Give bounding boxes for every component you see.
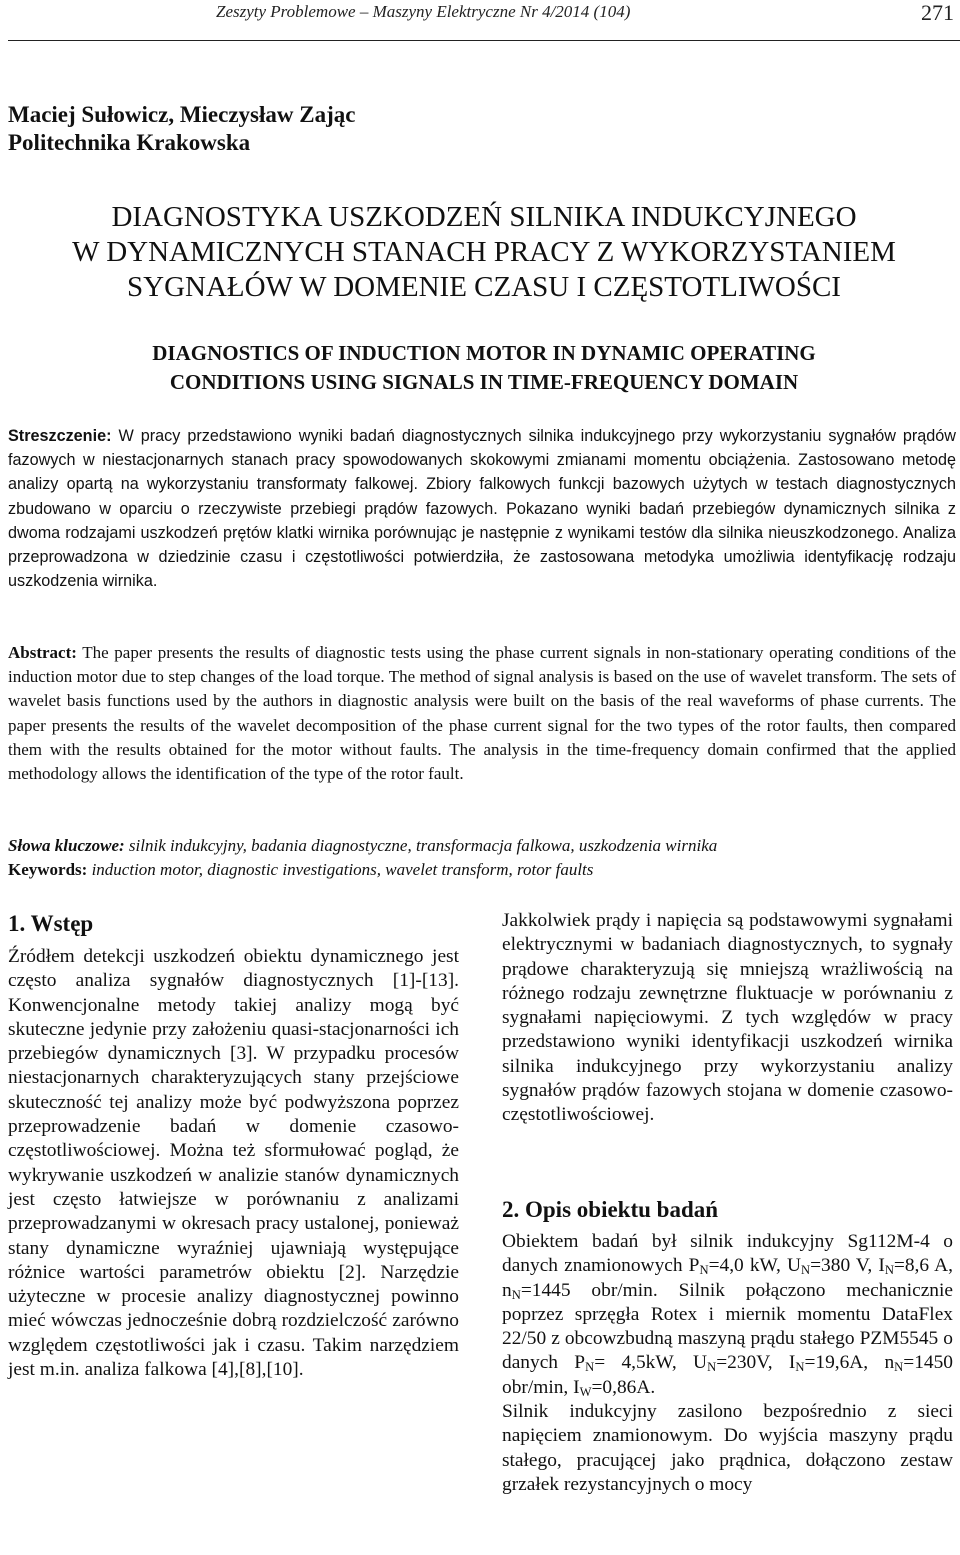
- keywords-pl-label: Słowa kluczowe:: [8, 836, 125, 855]
- authors: Maciej Sułowicz, Mieczysław Zając: [8, 102, 356, 127]
- keywords-en-label: Keywords:: [8, 860, 88, 879]
- section-2-body: [502, 1230, 953, 1497]
- abstract-label: Abstract:: [8, 643, 77, 662]
- header-rule: [8, 40, 960, 41]
- journal-header: Zeszyty Problemowe – Maszyny Elektryczne Nr 4/2014 (104): [216, 2, 631, 21]
- page-number: 271: [921, 0, 954, 25]
- affiliation: Politechnika Krakowska: [8, 130, 251, 155]
- section-1-continuation: Jakkolwiek prądy i napięcia są podstawowymi sygnałami elektrycznymi w badaniach diagnostycznych, to sygnały prądowe charakteryzują się mniejszą wrażliwością na różnego rodzaju zewnętrzne fluktuacje w porównaniu z sygnałami napięciowymi. Z tych względów w pracy przedstawiono wyniki identyfikacji uszkodzeń wirnika silnika indukcyjnego przy wykorzystaniu analizy sygnałów prądów fazowych stojana w domenie czasowo-częstotliwościowej.: [502, 910, 953, 1126]
- keywords-pl-text: silnik indukcyjny, badania diagnostyczne, transformacja falkowa, uszkodzenia wirnika: [124, 836, 718, 855]
- title-pl-line: W DYNAMICZNYCH STANACH PRACY Z WYKORZYSTANIEM: [72, 236, 896, 268]
- title-pl-line: SYGNAŁÓW W DOMENIE CZASU I CZĘSTOTLIWOŚCI: [127, 271, 841, 303]
- keywords-en-text: induction motor, diagnostic investigations, wavelet transform, rotor faults: [87, 860, 594, 879]
- keywords-english: [8, 858, 956, 882]
- title-pl-line: DIAGNOSTYKA USZKODZEŃ SILNIKA INDUKCYJNEGO: [111, 201, 857, 233]
- title-polish: [8, 200, 960, 305]
- streszczenie-label: Streszczenie:: [8, 427, 112, 445]
- abstract-text: The paper presents the results of diagnostic tests using the phase current signals in non-stationary operating conditions of the induction motor due to step changes of the load torque. The method of signal analysis is based on the use of wavelet transform. The sets of wavelet basis functions used by the authors in diagnostic analysis were built on the basis of the real waveforms of phase currents. The paper presents the results of the wavelet decomposition of the phase current signal for the two types of the rotor faults, then compared them with the results obtained for the motor without faults. The analysis in the time-frequency domain confirmed that the applied methodology allows the identification of the type of the rotor fault.: [8, 643, 956, 784]
- section-2-paragraph-1: Obiektem badań był silnik indukcyjny Sg112M-4 o danych znamionowych $P_N=4,0$ kW, $U_N=380$ V, $I_N=8,6$ A, $n_N=1445$ obr/min. Silnik połączono mechanicznie poprzez sprzęgła Rotex i miernik momentu DataFlex 22/50 z obcowzbudną maszyną prądu stałego PZM5545 o danych $P_N= 4,5kW$, $U_N=230V$, $I_N=19,6A$, $n_N=1450$ obr/min, $I_W=0,86A$.: [502, 1231, 953, 1399]
- section-2-heading: 2. Opis obiektu badań: [502, 1197, 719, 1222]
- title-en-line: DIAGNOSTICS OF INDUCTION MOTOR IN DYNAMIC OPERATING: [152, 341, 816, 365]
- section-1-body: Źródłem detekcji uszkodzeń obiektu dynamicznego jest często analiza sygnałów diagnostycznych [1]-[13]. Konwencjonalne metody takiej analizy mogą być skuteczne jedynie przy założeniu quasi-stacjonarności ich przebiegów dynamicznych [3]. W przypadku procesów niestacjonarnych charakteryzujących stany przejściowe skuteczność tej analizy może być podwyższona poprzez przeprowadzenie badań w domenie czasowo-częstotliwościowej. Można też sformułować pogląd, że wykrywanie uszkodzeń w analizie stanów dynamicznych jest często łatwiejsze w porównaniu z analizami przeprowadzanymi w okresach pracy ustalonej, ponieważ stany dynamiczne wyraźniej ujawniają występujące różnice wartości parametrów obiektu [2]. Narzędzie użyteczne w procesie analizy diagnostycznej powinno mieć wówczas jednocześnie dobrą rozdzielczość zarówno względem częstotliwości jak i czasu. Takim narzędziem jest m.in. analiza falkowa [4],[8],[10].: [8, 946, 459, 1381]
- keywords-polish: [8, 834, 956, 858]
- section-1-heading: 1. Wstęp: [8, 911, 94, 936]
- abstract-paragraph: [8, 641, 956, 786]
- title-en-line: CONDITIONS USING SIGNALS IN TIME-FREQUENCY DOMAIN: [169, 370, 799, 394]
- streszczenie-paragraph: [8, 424, 956, 593]
- streszczenie-text: W pracy przedstawiono wyniki badań diagnostycznych silnika indukcyjnego przy wykorzystaniu sygnałów prądów fazowych w niestacjonarnych stanach pracy spowodowanych skokowymi zmianami momentu obciążenia. Zastosowano metodę analizy opartą na wykorzystaniu transformaty falkowej. Zbiory falkowych funkcji bazowych użytych w testach diagnostycznych zbudowano w oparciu o rzeczywiste przebiegi prądów fazowych. Pokazano wyniki badań przebiegów dynamicznych silnika z dwoma rodzajami uszkodzeń prętów klatki wirnika porównując je następnie z wynikami testów dla silnika nieuszkodzonego. Analiza przeprowadzona w dziedzinie czasu i częstotliwości potwierdziła, że zastosowana metodyka umożliwia identyfikację rodzaju uszkodzenia wirnika.: [8, 427, 956, 591]
- title-english: [8, 339, 960, 397]
- section-2-paragraph-2: Silnik indukcyjny zasilono bezpośrednio z sieci napięciem znamionowym. Do wyjścia maszyny prądu stałego, pracującej jako prądnica, dołączono zestaw grzałek rezystancyjnych o mocy: [502, 1401, 953, 1495]
